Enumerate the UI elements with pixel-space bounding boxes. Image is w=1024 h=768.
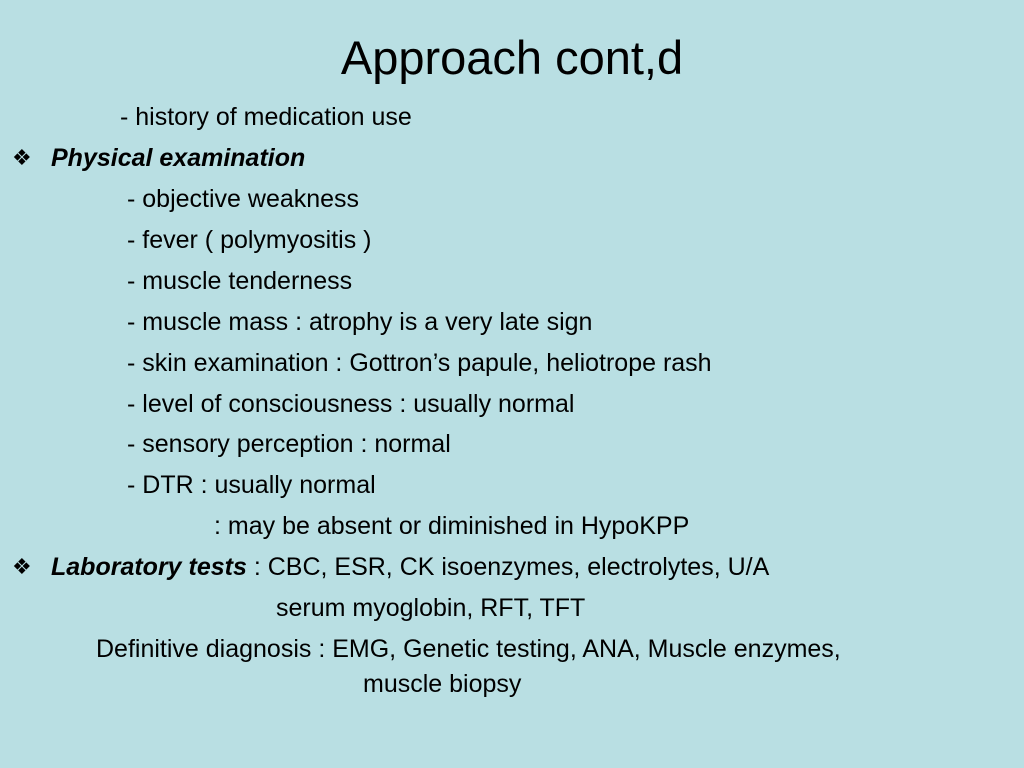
pe-level-of-consciousness: - level of consciousness : usually normal (127, 390, 575, 418)
diamond-bullet-icon: ❖ (12, 145, 32, 170)
laboratory-tests-list: : CBC, ESR, CK isoenzymes, electrolytes, U/A (246, 553, 770, 581)
laboratory-tests-line (51, 551, 769, 583)
laboratory-tests-continuation: serum myoglobin, RFT, TFT (276, 594, 586, 622)
pe-muscle-mass: - muscle mass : atrophy is a very late sign (127, 308, 593, 336)
pe-skin-examination: - skin examination : Gottron’s papule, heliotrope rash (127, 349, 712, 377)
pe-objective-weakness: - objective weakness (127, 185, 360, 213)
pe-fever: - fever ( polymyositis ) (127, 226, 372, 254)
definitive-diagnosis-line: Definitive diagnosis : EMG, Genetic testing, ANA, Muscle enzymes, (96, 635, 841, 663)
pe-muscle-tenderness: - muscle tenderness (127, 267, 353, 295)
diamond-bullet-icon: ❖ (12, 554, 32, 579)
definitive-diagnosis-continuation: muscle biopsy (363, 670, 522, 698)
pe-dtr: - DTR : usually normal (127, 471, 376, 499)
pe-dtr-continuation: : may be absent or diminished in HypoKPP (214, 512, 690, 540)
history-line: - history of medication use (120, 103, 412, 131)
slide-title: Approach cont,d (340, 31, 684, 84)
pe-sensory-perception: - sensory perception : normal (127, 430, 451, 458)
laboratory-tests-heading: Laboratory tests (51, 553, 247, 581)
physical-examination-heading: Physical examination (51, 144, 306, 172)
